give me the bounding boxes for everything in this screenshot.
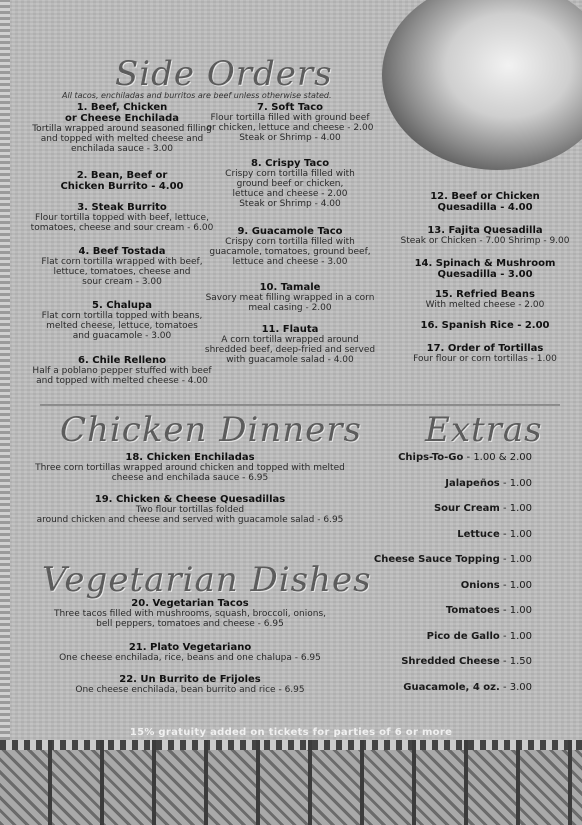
menu-item [395, 320, 575, 331]
price-separator: - [499, 503, 510, 514]
extra-item [332, 605, 532, 616]
menu-item [395, 343, 575, 364]
menu-item-name: 11. Flauta [261, 324, 319, 335]
menu-item-name: 10. Tamale [259, 282, 321, 293]
section-divider [40, 404, 560, 406]
price-separator: - [499, 656, 510, 667]
gratuity-note: 15% gratuity added on tickets for parties of 6 or more [129, 727, 453, 738]
extra-item [332, 554, 532, 565]
menu-item-name: 18. Chicken Enchiladas [125, 452, 255, 463]
price-separator: - [499, 681, 510, 693]
left-border-decoration [0, 0, 10, 740]
extra-item-price: 1.00 [509, 503, 532, 514]
menu-item-description: Flat corn tortilla wrapped with beef, lettuce, tomatoes, cheese and sour cream - 3.00 [41, 257, 203, 287]
extra-item-name: Guacamole, 4 oz. [403, 681, 500, 693]
extra-item-name: Pico de Gallo [426, 630, 500, 642]
menu-item-name: 5. Chalupa [92, 300, 152, 311]
menu-item-name: 14. Spinach & Mushroom Quesadilla - 3.00 [414, 258, 556, 280]
menu-item-description: Tortilla wrapped around seasoned filling and topped with melted cheese and enchilada sauce - 3.00 [32, 124, 212, 154]
menu-item-name: 9. Guacamole Taco [237, 226, 343, 237]
menu-item [22, 170, 222, 192]
menu-item-name: 17. Order of Tortillas [426, 343, 544, 354]
extra-item-price: 3.00 [509, 681, 532, 693]
extra-item-price: 1.00 [509, 477, 532, 489]
menu-item-description: Two flour tortillas folded around chicken and cheese and served with guacamole salad - 6.95 [36, 505, 344, 525]
extra-item-price: 1.00 & 2.00 [473, 452, 532, 463]
menu-item-name: 13. Fajita Quesadilla [427, 225, 543, 236]
menu-item-description: One cheese enchilada, bean burrito and rice - 6.95 [75, 685, 305, 695]
menu-item [22, 300, 222, 341]
menu-item-description: One cheese enchilada, rice, beans and one chalupa - 6.95 [59, 653, 321, 663]
menu-item-description: Flat corn tortilla topped with beans, melted cheese, lettuce, tomatoes and guacamole - 3.00 [41, 311, 203, 341]
extra-item-price: 1.00 [509, 528, 532, 540]
menu-item-description: With melted cheese - 2.00 [425, 300, 545, 310]
tile-border-decoration [0, 740, 582, 825]
menu-item-description: Flour tortilla topped with beef, lettuce, tomatoes, cheese and sour cream - 6.00 [30, 213, 214, 233]
menu-item-name: 1. Beef, Chicken or Cheese Enchilada [64, 102, 180, 124]
menu-item-description: Crispy corn tortilla filled with ground beef or chicken, lettuce and cheese - 2.00 Steak or Shrimp - 4.00 [225, 169, 355, 209]
chicken-dinners-title: Chicken Dinners [60, 410, 363, 450]
price-separator: - [499, 528, 510, 540]
extra-item-name: Jalapeños [445, 477, 500, 489]
menu-item-name: 20. Vegetarian Tacos [131, 598, 249, 609]
menu-item-name: 16. Spanish Rice - 2.00 [420, 320, 550, 331]
price-separator: - [499, 605, 510, 616]
extra-item-name: Sour Cream [433, 503, 500, 514]
menu-item [395, 225, 575, 246]
price-separator: - [499, 477, 510, 489]
menu-item-name: 8. Crispy Taco [250, 158, 330, 169]
menu-item [200, 102, 380, 143]
extra-item-name: Shredded Cheese [401, 656, 500, 667]
extra-item [332, 478, 532, 489]
extras-title: Extras [425, 410, 543, 450]
menu-item-name: 21. Plato Vegetariano [128, 642, 252, 653]
extra-item-price: 1.00 [509, 605, 532, 616]
price-separator: - [499, 630, 510, 642]
extra-item-price: 1.50 [509, 656, 532, 667]
menu-item [395, 289, 575, 310]
menu-item-name: 19. Chicken & Cheese Quesadillas [94, 494, 286, 505]
price-separator: - [499, 579, 510, 591]
food-plate-image [382, 0, 582, 170]
menu-item-name: 22. Un Burrito de Frijoles [119, 674, 261, 685]
menu-item-name: 6. Chile Relleno [78, 355, 166, 366]
menu-item-name: 3. Steak Burrito [77, 202, 167, 213]
menu-item-name: 15. Refried Beans [434, 289, 536, 300]
side-orders-title: Side Orders [115, 54, 333, 94]
menu-item-name: 4. Beef Tostada [78, 246, 166, 257]
menu-item [30, 494, 350, 525]
menu-item [30, 642, 350, 663]
menu-item-description: Four flour or corn tortillas - 1.00 [413, 354, 557, 364]
menu-item-description: Flour tortilla filled with ground beef or chicken, lettuce and cheese - 2.00 Steak or Shrimp - 4.00 [206, 113, 374, 143]
extra-item [332, 503, 532, 514]
extra-item-name: Onions [460, 579, 500, 591]
extra-item-price: 1.00 [509, 579, 532, 591]
menu-item [395, 191, 575, 213]
side-orders-note: All tacos, enchiladas and burritos are beef unless otherwise stated. [62, 91, 332, 100]
extra-item [332, 631, 532, 642]
menu-item [200, 226, 380, 267]
vegetarian-dishes-title: Vegetarian Dishes [42, 560, 372, 600]
menu-item [30, 674, 350, 695]
menu-item [22, 246, 222, 287]
menu-item [200, 158, 380, 209]
extra-item-name: Lettuce [457, 528, 500, 540]
extra-item-name: Cheese Sauce Topping [373, 554, 500, 565]
menu-item [30, 452, 350, 483]
menu-item [200, 324, 380, 365]
menu-item-description: A corn tortilla wrapped around shredded beef, deep-fried and served with guacamole salad - 4.00 [204, 335, 376, 365]
menu-item-description: Half a poblano pepper stuffed with beef and topped with melted cheese - 4.00 [32, 366, 212, 386]
extra-item-price: 1.00 [509, 630, 532, 642]
extra-item [332, 452, 532, 463]
price-separator: - [499, 554, 510, 565]
extra-item [332, 580, 532, 591]
extra-item-name: Chips-To-Go [398, 452, 464, 463]
extra-item [332, 682, 532, 693]
extra-item [332, 529, 532, 540]
menu-item-description: Savory meat filling wrapped in a corn meal casing - 2.00 [205, 293, 375, 313]
menu-item-name: 7. Soft Taco [256, 102, 323, 113]
menu-item [22, 355, 222, 386]
menu-item [22, 202, 222, 233]
menu-item-description: Three tacos filled with mushrooms, squash, broccoli, onions, bell peppers, tomatoes and cheese - 6.95 [53, 609, 327, 629]
menu-item-description: Crispy corn tortilla filled with guacamole, tomatoes, ground beef, lettuce and cheese - 3.00 [209, 237, 371, 267]
menu-item [395, 258, 575, 280]
menu-item [30, 598, 350, 629]
extra-item-price: 1.00 [509, 554, 532, 565]
menu-item-description: Three corn tortillas wrapped around chicken and topped with melted cheese and enchilada sauce - 6.95 [35, 463, 345, 483]
menu-item-name: 2. Bean, Beef or Chicken Burrito - 4.00 [60, 170, 184, 192]
extra-item-name: Tomatoes [445, 605, 500, 616]
menu-item-description: Steak or Chicken - 7.00 Shrimp - 9.00 [400, 236, 570, 246]
menu-item [22, 102, 222, 154]
menu-item [200, 282, 380, 313]
extra-item [332, 656, 532, 667]
menu-item-name: 12. Beef or Chicken Quesadilla - 4.00 [430, 191, 540, 213]
price-separator: - [463, 452, 474, 463]
